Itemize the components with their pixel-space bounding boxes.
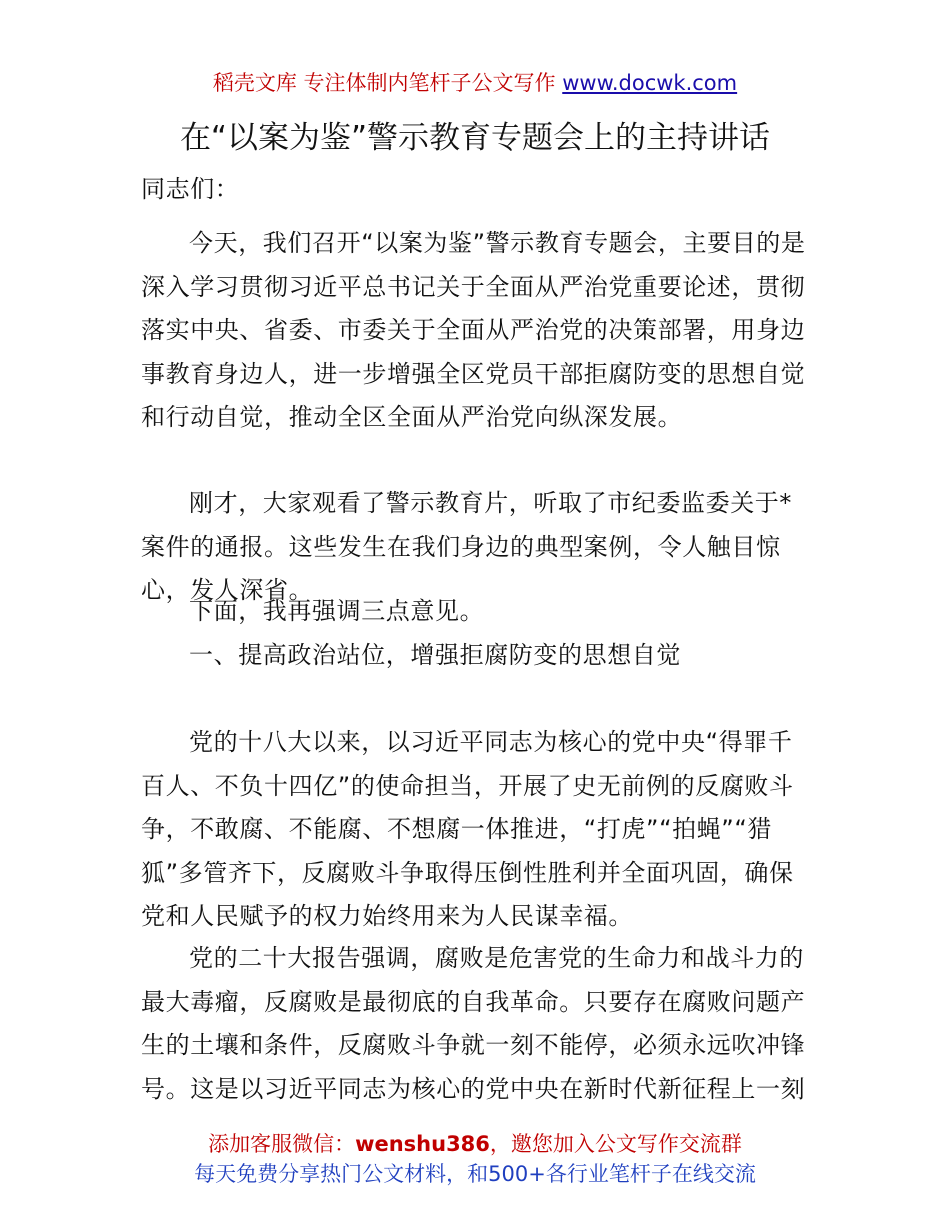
footer-contact-prefix: 添加客服微信： (208, 1132, 356, 1156)
footer-promo-line: 每天免费分享热门公文材料，和500+各行业笔杆子在线交流 (194, 1162, 756, 1186)
paragraph-achievements: 党的十八大以来，以习近平同志为核心的党中央“得罪千百人、不负十四亿”的使命担当，开展了史无前例的反腐败斗争，不敢腐、不能腐、不想腐一体推进，“打虎”“拍蝇”“猎狐”多管齐下，反腐败斗争取得压倒性胜利并全面巩固，确保党和人民赋予的权力始终用来为人民谋幸福。 (141, 728, 794, 930)
paragraph-opening: 今天，我们召开“以案为鉴”警示教育专题会，主要目的是深入学习贯彻习近平总书记关于全面从严治党重要论述，贯彻落实中央、省委、市委关于全面从严治党的决策部署，用身边事教育身边人，进一步增强全区党员干部拒腐防变的思想自觉和行动自觉，推动全区全面从严治党向纵深发展。 (141, 229, 806, 431)
salutation: 同志们： (141, 175, 240, 203)
header-brand-text: 稻壳文库 专注体制内笔杆子公文写作 (212, 71, 556, 95)
header-website-link[interactable]: www.docwk.com (562, 71, 738, 95)
paragraph-briefing: 刚才，大家观看了警示教育片，听取了市纪委监委关于*案件的通报。这些发生在我们身边的典型案例，令人触目惊心，发人深省。 (141, 489, 792, 604)
paragraph-report: 党的二十大报告强调，腐败是危害党的生命力和战斗力的最大毒瘤，反腐败是最彻底的自我革命。只要存在腐败问题产生的土壤和条件，反腐败斗争就一刻不能停，必须永远吹冲锋号。这是以习近平同志为核心的党中央在新时代新征程上一刻 (141, 944, 806, 1103)
paragraph-transition: 下面，我再强调三点意见。 (189, 597, 485, 625)
page-header (0, 70, 950, 96)
footer-contact-line (0, 1130, 950, 1158)
footer-contact-suffix: ，邀您加入公文写作交流群 (489, 1132, 742, 1156)
section-heading-one: 一、提高政治站位，增强拒腐防变的思想自觉 (189, 641, 681, 669)
document-title: 在“以案为鉴”警示教育专题会上的主持讲话 (179, 120, 771, 156)
footer-wechat-id: wenshu386 (355, 1132, 490, 1156)
